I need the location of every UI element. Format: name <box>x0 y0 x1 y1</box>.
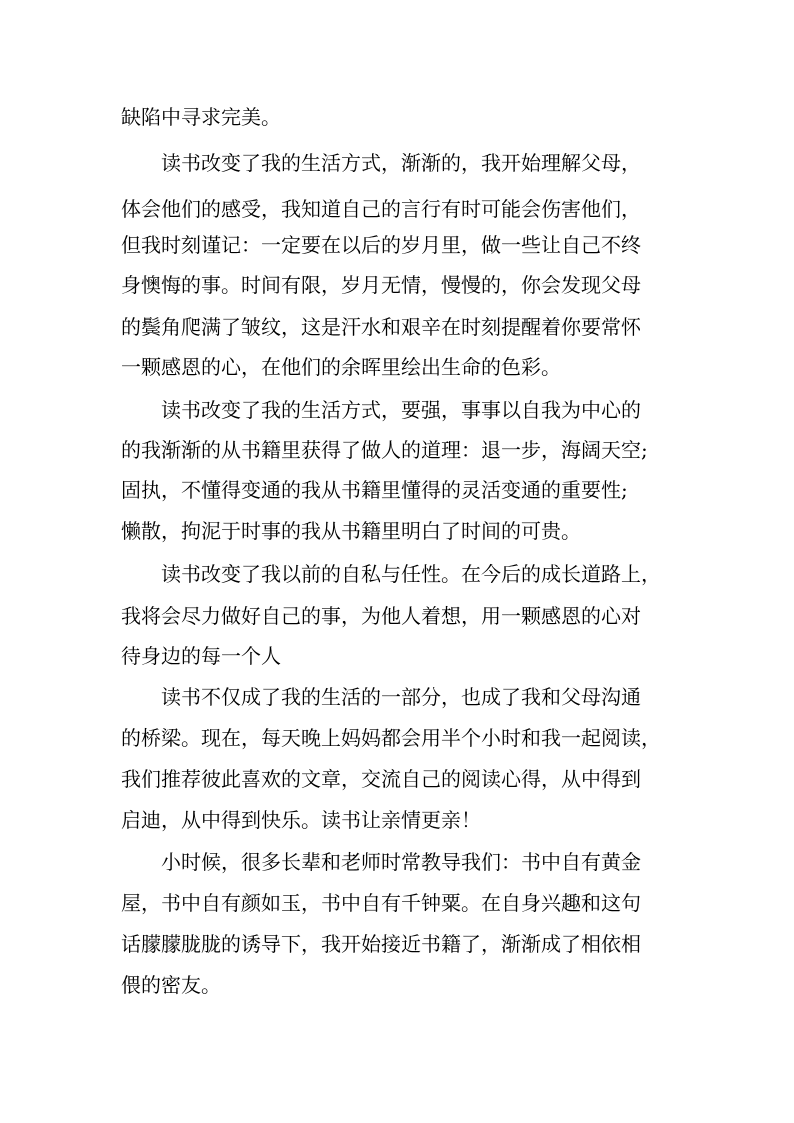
text-line: 话朦朦胧胧的诱导下，我开始接近书籍了，渐渐成了相依相 <box>121 932 641 956</box>
paragraph-first-line: 读书改变了我的生活方式，渐渐的，我开始理解父母， <box>161 151 641 175</box>
text-line: 身懊悔的事。时间有限，岁月无情，慢慢的，你会发现父母 <box>121 273 641 297</box>
text-line: 待身边的每一个人 <box>121 644 281 668</box>
text-line: 的桥梁。现在，每天晚上妈妈都会用半个小时和我一起阅读， <box>121 726 661 750</box>
text-line: 懒散，拘泥于时事的我从书籍里明白了时间的可贵。 <box>121 519 581 543</box>
text-line: 但我时刻谨记：一定要在以后的岁月里，做一些让自己不终 <box>121 233 641 257</box>
text-line: 的我渐渐的从书籍里获得了做人的道理：退一步，海阔天空; <box>121 438 648 462</box>
paragraph-first-line: 读书不仅成了我的生活的一部分，也成了我和父母沟通 <box>161 685 641 709</box>
text-line: 缺陷中寻求完美。 <box>121 105 281 129</box>
text-line: 体会他们的感受，我知道自己的言行有时可能会伤害他们， <box>121 197 641 221</box>
text-line: 一颗感恩的心，在他们的余晖里绘出生命的色彩。 <box>121 355 561 379</box>
text-line: 我们推荐彼此喜欢的文章，交流自己的阅读心得，从中得到 <box>121 767 641 791</box>
text-line: 启迪，从中得到快乐。读书让亲情更亲！ <box>121 808 481 832</box>
text-line: 我将会尽力做好自己的事，为他人着想，用一颗感恩的心对 <box>121 604 641 628</box>
paragraph-first-line: 读书改变了我以前的自私与任性。在今后的成长道路上， <box>161 562 661 586</box>
paragraph-first-line: 小时候，很多长辈和老师时常教导我们：书中自有黄金 <box>161 850 641 874</box>
text-line: 屋，书中自有颜如玉，书中自有千钟粟。在自身兴趣和这句 <box>121 891 641 915</box>
text-line: 偎的密友。 <box>121 973 221 997</box>
paragraph-first-line: 读书改变了我的生活方式，要强，事事以自我为中心的 <box>161 398 641 422</box>
text-line: 固执，不懂得变通的我从书籍里懂得的灵活变通的重要性; <box>121 478 628 502</box>
text-line: 的鬓角爬满了皱纹，这是汗水和艰辛在时刻提醒着你要常怀 <box>121 315 641 339</box>
